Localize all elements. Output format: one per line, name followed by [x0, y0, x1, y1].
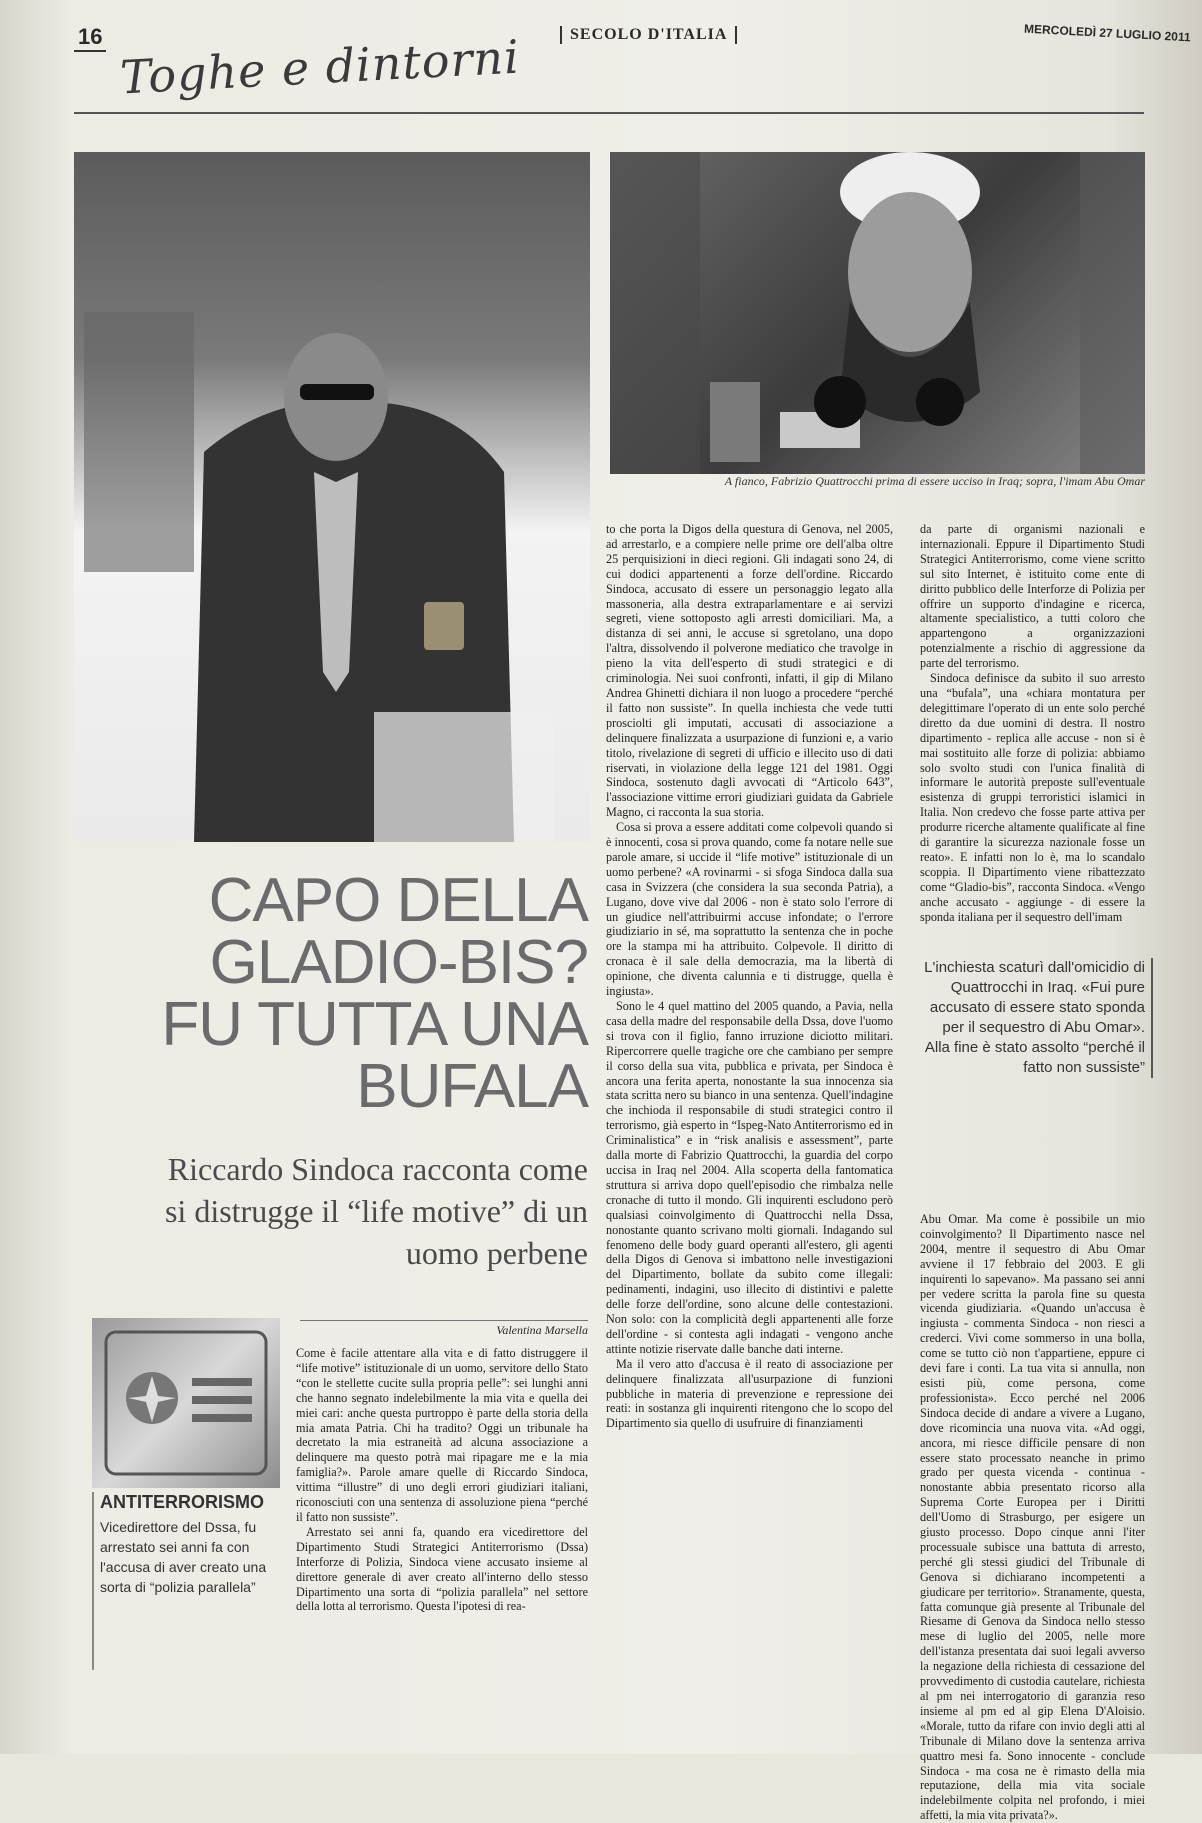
- paragraph: Abu Omar. Ma come è possibile un mio coinvolgimento? Il Dipartimento nasce nel 2004, mentre il sequestro di Abu Omar avviene il 17 febbraio del 2003. E gli inquirenti lo sapevano». Ma passano sei anni per vedere scritta la parola fine su questa vicenda giudiziaria. «Quando un'accusa è ingiusta - commenta Sindoca - non riesci a crederci. Vivi come sommerso in una bolla, come se tutto ciò non t'appartiene, eppure ci devi fare i conti. La tua vita si annulla, non esisti più, come persona, come professionista». Ecco perché nel 2006 Sindoca decide di andare a vivere a Lugano, dove ricomincia una nuova vita. «Ad oggi, ancora, mi riesce difficile pensare di non essere stato processato neanche in primo grado per questa vicenda - continua - nonostante abbia presentato ricorso alla Suprema Corte Europea per i Diritti dell'Uomo di Strasburgo, per esigere un giusto processo. Dopo cinque anni l'iter processuale subisce una battuta di arresto, perché gli stessi giudici del Tribunale di Genova si dichiarano incompetenti a giudicare per territorio». Stranamente, questa, fatta comunque già presente al Tribunale del Riesame di Genova da Sindoca nello stesso mese di luglio del 2005, nelle more dell'istanza presentata dai suoi legali avverso la negazione della richiesta di cessazione del provvedimento di custodia cautelare, richiesta al pm nei interrogatorio di garanzia reso insieme al pm ed al gip Elena D'Aloisio. «Morale, tutto da rifare con invio degli atti al Tribunale di Milano dove la sentenza arriva quattro mesi fa. Sono innocente - conclude Sindoca - ma cosa ne è rimasto della mia reputazione, della mia vita sociale indelebilmente colpita nel profondo, i miei affetti, la mia vita privata?».: [920, 1212, 1145, 1823]
- masthead: SECOLO D'ITALIA: [560, 26, 737, 44]
- sidebar-title: ANTITERRORISMO: [100, 1492, 264, 1512]
- sidebar-box: [92, 1492, 288, 1670]
- headline: CAPO DELLA GLADIO-BIS? FU TUTTA UNA BUFALA: [161, 866, 588, 1121]
- byline: Valentina Marsella: [300, 1320, 588, 1338]
- article-column-2: [606, 522, 893, 1431]
- sidebar-text: Vicedirettore del Dssa, fu arrestato sei anni fa con l'accusa di aver creato una sorta di “polizia parallela”: [100, 1519, 267, 1595]
- header-rule: [74, 112, 1144, 114]
- pull-quote: L'inchiesta scaturì dall'omicidio di Quattrocchi in Iraq. «Fui pure accusato di essere stato sponda per il sequestro di Abu Omar». Alla fine è stato assolto “perché il fatto non sussiste”: [920, 958, 1153, 1078]
- paragraph: Sono le 4 quel mattino del 2005 quando, a Pavia, nella casa della madre del responsabile della Dssa, dove l'uomo si trova con il figlio, fanno irruzione diciotto militari. Ripercorrere quelle tragiche ore che cambiano per sempre il corso della sua vita, pubblica e privata, per Sindoca è ancora una ferita aperta, nonostante la sua innocenza sia stata scritta nero su bianco in una sentenza. Quell'indagine che inchioda il responsabile di studi strategici contro il terrorismo, già esperto in “Ispeg-Nato Antiterrorismo ed in Criminalistica” e in “risk analisis e assessment”, parte dalla morte di Fabrizio Quattrocchi, la guardia del corpo uccisa in Iraq nel 2004. Alla scoperta della fantomatica struttura si arriva dopo quell'episodio che rimbalza nelle cronache di tutto il mondo. Gli inquirenti escludono però qualsiasi coinvolgimento di Quattrocchi nella Dssa, nonostante quanto scrivano molti giornali. Indagando sul fenomeno delle body guard operanti all'estero, gli agenti della Digos di Genova si imbattono nelle investigazioni del Dipartimento, bollate da subito come illegali: pedinamenti, indagini, uso illecito di distintivi e palette delle forze dell'ordine, sono alcune delle contestazioni. Non solo: con la complicità degli appartenenti alle forze dell'ordine - si contesta agli indagati - vengono anche attinte notizie riservate dalle banche dati interne.: [606, 999, 894, 1356]
- paragraph: Sindoca definisce da subito il suo arresto una “bufala”, una «chiara montatura per delegittimare l'operato di un ente solo perché diretto da due uomini di destra. Il nostro dipartimento - replica alle accuse - non si è mai sostituito alle forze di polizia: abbiamo solo svolto studi con l'unica finalità di informare le autorità preposte sull'eventuale esistenza di gruppi terroristici islamici in Italia. Non credevo che fosse parte attiva per produrre ricerche altamente qualificate al fine di garantire la sicurezza nazionale fosse un reato». E infatti non lo è, ma lo scandalo scoppia. Il Dipartimento viene ribattezzato come “Gladio-bis”, racconta Sindoca. «Vengo anche accusato - aggiunge - di essere la sponda italiana per il sequestro dell'imam: [920, 671, 1145, 924]
- issue-date: MERCOLEDÌ 27 LUGLIO 2011: [1023, 21, 1191, 45]
- badge-photo: [92, 1318, 280, 1488]
- paragraph: Cosa si prova a essere additati come colpevoli quando si è innocenti, cosa si prova quando, come fa notare nelle sue parole amare, si uccide il “life motive” istituzionale di un uomo perbene? «A rovinarmi - si sfoga Sindoca dalla sua casa in Svizzera (che considera la sua seconda Patria), a Lugano, dove vive dal 2006 - non è stato solo l'errore di un giudice nell'attribuirmi accuse infondate; o l'errore giudiziario in sé, ma soprattutto la sentenza che in poche ore la stampa mi ha attribuito. Colpevole. Il diritto di cronaca è il sale della democrazia, ma la libertà di opinione, che diventa calunnia e ti distrugge, quella è ingiusta».: [606, 820, 893, 999]
- paragraph: to che porta la Digos della questura di Genova, nel 2005, ad arrestarlo, e a compiere nelle prime ore dell'alba oltre 25 perquisizioni in dieci regioni. Gli indagati sono 24, di cui dodici appartenenti a forze dell'ordine. Riccardo Sindoca, accusato di essere un personaggio legato alla massoneria, alla destra extraparlamentare e ai servizi segreti, viene sottoposto agli arresti domiciliari. Ma, a distanza di sei anni, le accuse si sgretolano, una dopo l'altra, dissolvendo il polverone mediatico che travolge in pieno la vita dell'esperto di studi strategici e di criminologia. Nei suoi confronti, infatti, il gip di Milano Andrea Ghinetti dichiara il non luogo a procedere “perché il fatto non sussiste”. In quella inchiesta che vede tutti prosciolti gli imputati, accusati di associazione a delinquere finalizzata a usurpazione di funzioni e, a vario titolo, rivelazione di segreti di ufficio e illecito uso di dati riservati, in violazione della legge 121 del 1981. Oggi Sindoca, sostenuto dagli avvocati di “Articolo 643”, l'associazione vittime errori giudiziari guidata da Gabriele Magno, ci racconta la sua storia.: [606, 522, 893, 820]
- article-column-3-top: [920, 522, 1145, 924]
- photo-abu-omar: [610, 152, 1145, 474]
- subheadline: Riccardo Sindoca racconta come si distrugge il “life motive” di un uomo perbene: [164, 1151, 588, 1271]
- paragraph: Arrestato sei anni fa, quando era vicedirettore del Dipartimento Studi Strategici Antiterrorismo (Dssa) Interforze di Polizia, Sindoca viene accusato insieme al direttore generale di aver creato all'interno dello stesso Dipartimento una sorta di “polizia parallela” nel settore della lotta al terrorismo. Questa l'ipotesi di rea-: [296, 1524, 588, 1614]
- article-column-1: [296, 1346, 588, 1614]
- page-number: 16: [74, 24, 106, 52]
- photo-caption: A fianco, Fabrizio Quattrocchi prima di essere ucciso in Iraq; sopra, l'imam Abu Omar: [724, 474, 1145, 488]
- article-column-3-bottom: [920, 1212, 1145, 1823]
- paragraph: da parte di organismi nazionali e internazionali. Eppure il Dipartimento Studi Strategici Antiterrorismo, come viene scritto sul sito Internet, è istituito come ente di diritto pubblico delle Interforze di Polizia per offrire un supporto d'indagine e ricerca, altamente specialistico, a tutti coloro che appartengono a organizzazioni potenzialmente a rischio di aggressione da parte del terrorismo.: [920, 522, 1145, 671]
- paragraph: Come è facile attentare alla vita e di fatto distruggere il “life motive” istituzionale di un uomo, servitore dello Stato “con le stellette cucite sulla propria pelle”: sei lunghi anni che hanno segnato indelebilmente la mia vita e quella dei miei cari: anche questa purtroppo è parte della storia della mia amata Patria. Chi ha tradito? Oggi un tribunale ha decretato la mia estraneità ad alcuna associazione a delinquere ma questo potrà mai ripagare me e la mia famiglia?». Parole amare quelle di Riccardo Sindoca, vittima “illustre” di uno degli errori giudiziari italiani, riconosciuti con una sentenza di assoluzione piena “perché il fatto non sussiste”.: [296, 1346, 588, 1524]
- paragraph: Ma il vero atto d'accusa è il reato di associazione per delinquere finalizzata all'usurpazione di funzioni pubbliche in materia di prevenzione e repressione dei reati: in sostanza gli inquirenti ritengono che lo scopo del Dipartimento sia quello di usufruire di finanziamenti: [606, 1356, 893, 1431]
- photo-man-in-suit: [74, 152, 590, 842]
- section-title: Toghe e dintorni: [118, 29, 521, 105]
